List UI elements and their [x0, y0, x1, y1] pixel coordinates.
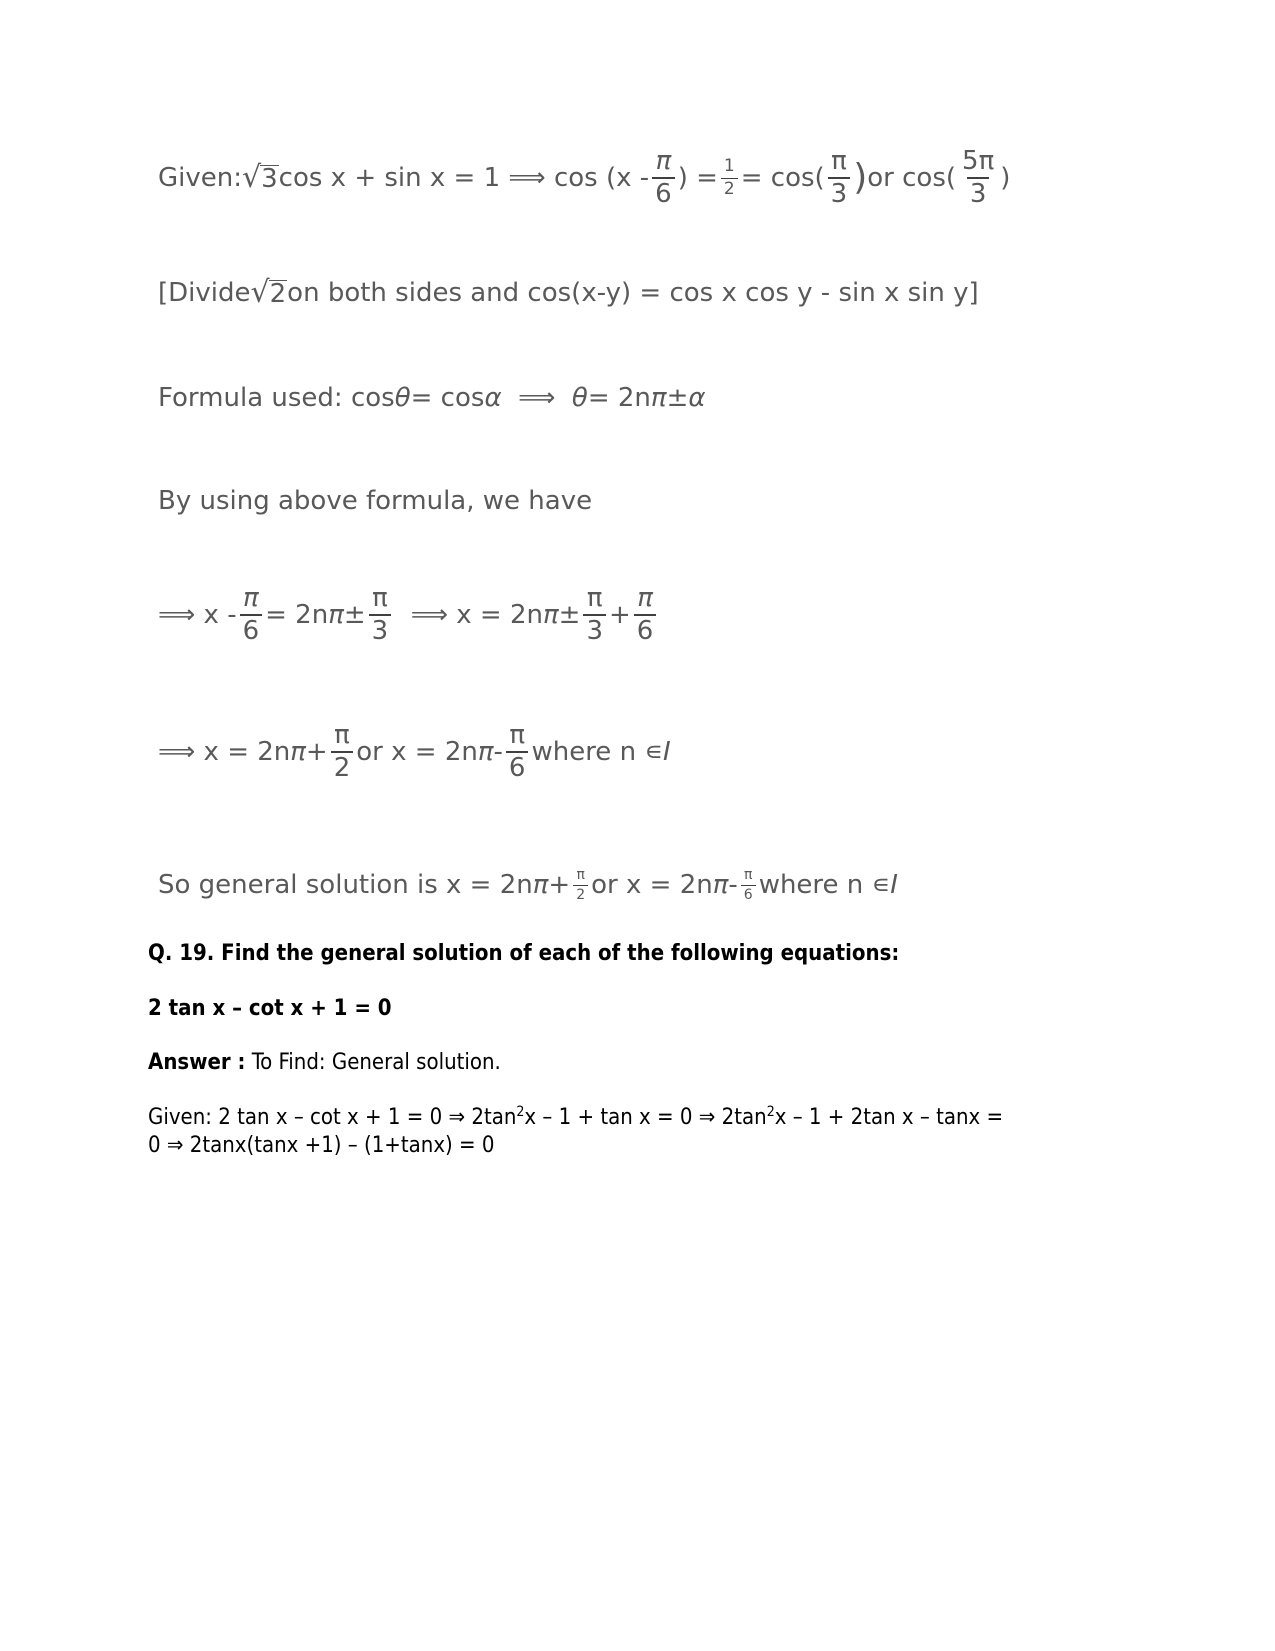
pi-symbol: π: [712, 870, 729, 901]
pi-symbol: π: [328, 600, 344, 631]
answer-text: To Find: General solution.: [245, 1050, 501, 1075]
question-title: Q. 19. Find the general solution of each of the following equations:: [148, 941, 900, 966]
pi-symbol: π: [543, 600, 559, 631]
question-equation: 2 tan x – cot x + 1 = 0: [148, 996, 392, 1021]
integer-set-symbol: I: [662, 737, 671, 768]
divide-note-line: [158, 275, 979, 310]
fraction-pi-over-3: $\frac{\pi}{3}$: [583, 585, 606, 646]
theta-symbol: θ: [394, 383, 411, 413]
step2-text-e: where n ∊: [531, 737, 663, 768]
given-line-2: 0 ⇒ 2tanx(tanx +1) – (1+tanx) = 0: [148, 1133, 495, 1158]
given-after2: = cos(: [740, 163, 825, 194]
fraction-pi-over-6: $\frac{\pi}{6}$: [634, 585, 657, 646]
fraction-1-over-2: $\frac{1}{2}$: [721, 158, 738, 199]
general-text-a: So general solution is x = 2n: [158, 870, 533, 901]
general-text-b: +: [548, 870, 571, 901]
formula-text-d: ±: [666, 383, 689, 413]
step1-text-d: ⟹ x = 2n: [394, 600, 543, 631]
step2-text-d: -: [493, 737, 503, 768]
fraction-pi-over-6: $\frac{\pi}{6}$: [652, 148, 675, 209]
given-after4: ): [1000, 163, 1011, 194]
step1-text-f: +: [609, 600, 631, 631]
sqrt-3: √ 3: [242, 160, 278, 196]
integer-set-symbol: I: [890, 870, 898, 901]
step2-line: [158, 722, 671, 783]
alpha-symbol: α: [484, 383, 502, 413]
fraction-pi-over-6: $\frac{\pi}{6}$: [240, 585, 263, 646]
by-using-text: By using above formula, we have: [158, 486, 593, 516]
fraction-pi-over-2: $\frac{\pi}{2}$: [573, 868, 588, 902]
pi-symbol: π: [532, 870, 549, 901]
general-solution-line: [158, 868, 898, 902]
sqrt-2: √ 2: [250, 275, 287, 310]
given-after1: ) =: [677, 163, 718, 194]
step1-text-b: = 2n: [265, 600, 329, 631]
step2-text-c: or x = 2n: [356, 737, 478, 768]
fraction-5pi-over-3: $\frac{5\pi}{3}$: [962, 146, 995, 210]
answer-line: [148, 1049, 501, 1077]
divide-prefix: [Divide: [158, 278, 251, 308]
given-after3: ): [853, 157, 868, 199]
pi-symbol: π: [477, 737, 494, 768]
fraction-pi-over-3: $\frac{\pi}{3}$: [369, 585, 392, 646]
step1-line: [158, 585, 659, 646]
theta-symbol: θ: [571, 383, 588, 413]
step2-text-b: +: [305, 737, 328, 768]
general-text-c: or x = 2n: [591, 870, 713, 901]
step1-text-a: ⟹ x -: [158, 600, 237, 631]
fraction-pi-over-6: $\frac{\pi}{6}$: [506, 722, 529, 783]
divide-rest: on both sides and cos(x-y) = cos x cos y - sin x sin y]: [287, 278, 979, 308]
given-equation-line: [158, 148, 1010, 209]
general-text-e: where n ∊: [758, 870, 891, 901]
formula-text-c: = 2n: [587, 383, 651, 413]
formula-line: [158, 383, 706, 413]
by-using-line: [158, 486, 592, 516]
given-expr: cos x + sin x = 1 ⟹ cos (x -: [278, 163, 650, 194]
answer-label: Answer :: [148, 1050, 246, 1075]
pi-symbol: π: [650, 383, 667, 413]
step2-text-a: ⟹ x = 2n: [158, 737, 291, 768]
step1-text-c: ±: [343, 600, 366, 631]
fraction-pi-over-3: $\frac{\pi}{3}$: [828, 148, 851, 209]
given-prefix: Given:: [158, 163, 242, 194]
alpha-symbol: α: [688, 383, 706, 413]
formula-text-a: Formula used: cos: [158, 383, 395, 413]
given-or: or cos(: [867, 163, 957, 194]
pi-symbol: π: [290, 737, 306, 768]
formula-text-b: = cos: [410, 383, 485, 413]
given-line-1: Given: 2 tan x – cot x + 1 = 0 ⇒ $2\tan^2x - 1 + \tan x = 0$ ⇒ $2\tan^2x - 1 + 2\tan$ x – tanx =: [148, 1104, 1004, 1130]
fraction-pi-over-6: $\frac{\pi}{6}$: [741, 868, 756, 902]
general-text-d: -: [728, 870, 738, 901]
implies-arrow: ⟹: [501, 383, 572, 413]
fraction-pi-over-2: $\frac{\pi}{2}$: [331, 722, 354, 783]
given-paragraph: [148, 1104, 1148, 1160]
step1-text-e: ±: [558, 600, 581, 631]
